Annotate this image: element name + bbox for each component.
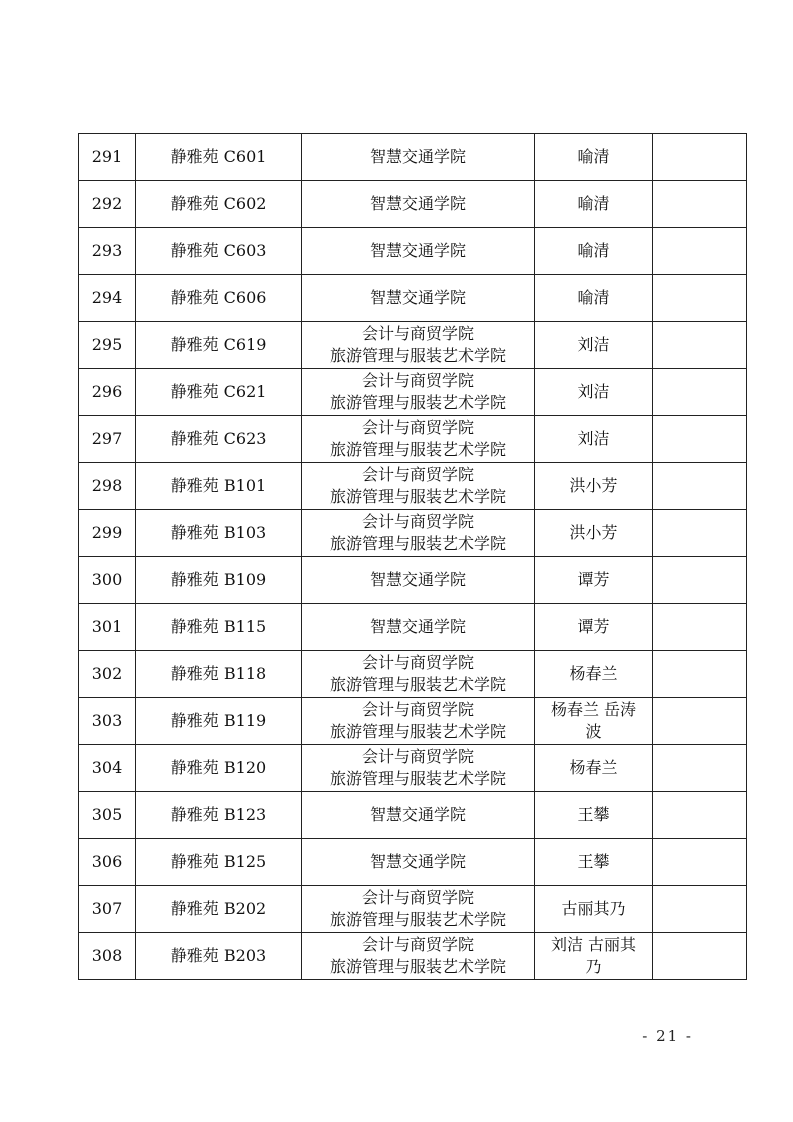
college-name: 智慧交通学院 (369, 194, 466, 213)
table-row (79, 651, 747, 698)
college-cell (302, 134, 535, 181)
responsible-person-cell (535, 228, 653, 275)
college-cell (302, 369, 535, 416)
college-name: 旅游管理与服装艺术学院 (329, 346, 506, 365)
responsible-person-name: 刘洁 古丽其 (550, 935, 637, 954)
college-cell (302, 275, 535, 322)
note-cell (653, 792, 747, 839)
college-cell (302, 792, 535, 839)
room-cell: 静雅苑 B115 (136, 604, 302, 651)
table-row (79, 463, 747, 510)
college-cell (302, 886, 535, 933)
table-row (79, 322, 747, 369)
note-cell (653, 510, 747, 557)
row-number-cell: 304 (79, 745, 136, 792)
row-number-cell: 295 (79, 322, 136, 369)
note-cell (653, 651, 747, 698)
table-row (79, 228, 747, 275)
note-cell (653, 698, 747, 745)
responsible-person-cell (535, 651, 653, 698)
college-name: 会计与商贸学院 (361, 653, 474, 672)
responsible-person-name: 乃 (585, 957, 602, 976)
responsible-person-name: 古丽其乃 (561, 899, 626, 918)
room-cell: 静雅苑 C603 (136, 228, 302, 275)
college-cell (302, 322, 535, 369)
responsible-person-cell (535, 792, 653, 839)
responsible-person-cell (535, 275, 653, 322)
college-name: 会计与商贸学院 (361, 512, 474, 531)
row-number-cell: 302 (79, 651, 136, 698)
college-cell (302, 557, 535, 604)
college-name: 会计与商贸学院 (361, 324, 474, 343)
college-name: 会计与商贸学院 (361, 700, 474, 719)
college-name: 会计与商贸学院 (361, 418, 474, 437)
college-name: 旅游管理与服装艺术学院 (329, 534, 506, 553)
row-number-cell: 299 (79, 510, 136, 557)
responsible-person-name: 王攀 (577, 852, 610, 871)
table-row (79, 933, 747, 980)
note-cell (653, 886, 747, 933)
college-name: 智慧交通学院 (369, 805, 466, 824)
college-name: 旅游管理与服装艺术学院 (329, 440, 506, 459)
note-cell (653, 369, 747, 416)
table-row (79, 369, 747, 416)
table-row (79, 181, 747, 228)
responsible-person-cell (535, 369, 653, 416)
room-cell: 静雅苑 B109 (136, 557, 302, 604)
note-cell (653, 134, 747, 181)
note-cell (653, 933, 747, 980)
college-name: 旅游管理与服装艺术学院 (329, 957, 506, 976)
row-number-cell: 306 (79, 839, 136, 886)
room-cell: 静雅苑 C602 (136, 181, 302, 228)
responsible-person-name: 喻清 (577, 194, 610, 213)
responsible-person-name: 杨春兰 岳涛 (550, 700, 637, 719)
row-number-cell: 294 (79, 275, 136, 322)
college-cell (302, 463, 535, 510)
college-name: 旅游管理与服装艺术学院 (329, 487, 506, 506)
table-row (79, 604, 747, 651)
table-row (79, 839, 747, 886)
responsible-person-cell (535, 839, 653, 886)
responsible-person-name: 洪小芳 (569, 476, 618, 495)
responsible-person-cell (535, 134, 653, 181)
responsible-person-name: 杨春兰 (569, 758, 618, 777)
row-number-cell: 300 (79, 557, 136, 604)
responsible-person-cell (535, 322, 653, 369)
college-name: 智慧交通学院 (369, 288, 466, 307)
responsible-person-name: 刘洁 (577, 382, 610, 401)
college-name: 旅游管理与服装艺术学院 (329, 675, 506, 694)
table-row (79, 886, 747, 933)
room-cell: 静雅苑 B119 (136, 698, 302, 745)
room-cell: 静雅苑 C606 (136, 275, 302, 322)
college-name: 智慧交通学院 (369, 570, 466, 589)
college-name: 旅游管理与服装艺术学院 (329, 722, 506, 741)
room-cell: 静雅苑 C623 (136, 416, 302, 463)
page-number: - 21 - (642, 1027, 693, 1045)
row-number-cell: 297 (79, 416, 136, 463)
room-cell: 静雅苑 B203 (136, 933, 302, 980)
dormitory-assignment-table (78, 133, 747, 980)
responsible-person-cell (535, 181, 653, 228)
room-cell: 静雅苑 B118 (136, 651, 302, 698)
table-row (79, 745, 747, 792)
college-name: 智慧交通学院 (369, 852, 466, 871)
room-cell: 静雅苑 B120 (136, 745, 302, 792)
note-cell (653, 416, 747, 463)
college-name: 会计与商贸学院 (361, 935, 474, 954)
note-cell (653, 839, 747, 886)
college-name: 智慧交通学院 (369, 241, 466, 260)
note-cell (653, 181, 747, 228)
row-number-cell: 301 (79, 604, 136, 651)
college-name: 会计与商贸学院 (361, 371, 474, 390)
row-number-cell: 292 (79, 181, 136, 228)
table-body (79, 134, 747, 980)
college-name: 旅游管理与服装艺术学院 (329, 910, 506, 929)
room-cell: 静雅苑 C601 (136, 134, 302, 181)
responsible-person-cell (535, 510, 653, 557)
table-row (79, 134, 747, 181)
college-cell (302, 698, 535, 745)
room-cell: 静雅苑 B101 (136, 463, 302, 510)
responsible-person-name: 谭芳 (577, 570, 610, 589)
table-row (79, 416, 747, 463)
responsible-person-cell (535, 604, 653, 651)
row-number-cell: 303 (79, 698, 136, 745)
college-cell (302, 604, 535, 651)
room-cell: 静雅苑 B125 (136, 839, 302, 886)
responsible-person-name: 谭芳 (577, 617, 610, 636)
responsible-person-cell (535, 886, 653, 933)
responsible-person-name: 喻清 (577, 288, 610, 307)
responsible-person-cell (535, 416, 653, 463)
table-row (79, 698, 747, 745)
row-number-cell: 307 (79, 886, 136, 933)
responsible-person-name: 刘洁 (577, 429, 610, 448)
college-cell (302, 839, 535, 886)
responsible-person-name: 刘洁 (577, 335, 610, 354)
row-number-cell: 293 (79, 228, 136, 275)
table-row (79, 557, 747, 604)
room-cell: 静雅苑 C621 (136, 369, 302, 416)
responsible-person-name: 王攀 (577, 805, 610, 824)
note-cell (653, 275, 747, 322)
room-cell: 静雅苑 B202 (136, 886, 302, 933)
college-name: 会计与商贸学院 (361, 747, 474, 766)
college-cell (302, 745, 535, 792)
responsible-person-name: 杨春兰 (569, 664, 618, 683)
table-row (79, 275, 747, 322)
responsible-person-name: 波 (585, 722, 602, 741)
room-cell: 静雅苑 B103 (136, 510, 302, 557)
college-cell (302, 933, 535, 980)
college-name: 会计与商贸学院 (361, 465, 474, 484)
note-cell (653, 228, 747, 275)
responsible-person-name: 喻清 (577, 147, 610, 166)
college-cell (302, 651, 535, 698)
table-row (79, 510, 747, 557)
room-cell: 静雅苑 C619 (136, 322, 302, 369)
responsible-person-cell (535, 745, 653, 792)
row-number-cell: 291 (79, 134, 136, 181)
table-row (79, 792, 747, 839)
college-cell (302, 181, 535, 228)
row-number-cell: 305 (79, 792, 136, 839)
college-cell (302, 228, 535, 275)
college-name: 旅游管理与服装艺术学院 (329, 769, 506, 788)
note-cell (653, 557, 747, 604)
college-name: 旅游管理与服装艺术学院 (329, 393, 506, 412)
college-cell (302, 416, 535, 463)
responsible-person-name: 喻清 (577, 241, 610, 260)
note-cell (653, 463, 747, 510)
row-number-cell: 296 (79, 369, 136, 416)
college-name: 会计与商贸学院 (361, 888, 474, 907)
college-cell (302, 510, 535, 557)
room-cell: 静雅苑 B123 (136, 792, 302, 839)
college-name: 智慧交通学院 (369, 617, 466, 636)
responsible-person-cell (535, 698, 653, 745)
college-name: 智慧交通学院 (369, 147, 466, 166)
responsible-person-cell (535, 463, 653, 510)
note-cell (653, 604, 747, 651)
note-cell (653, 322, 747, 369)
responsible-person-cell (535, 933, 653, 980)
row-number-cell: 308 (79, 933, 136, 980)
row-number-cell: 298 (79, 463, 136, 510)
note-cell (653, 745, 747, 792)
responsible-person-cell (535, 557, 653, 604)
responsible-person-name: 洪小芳 (569, 523, 618, 542)
